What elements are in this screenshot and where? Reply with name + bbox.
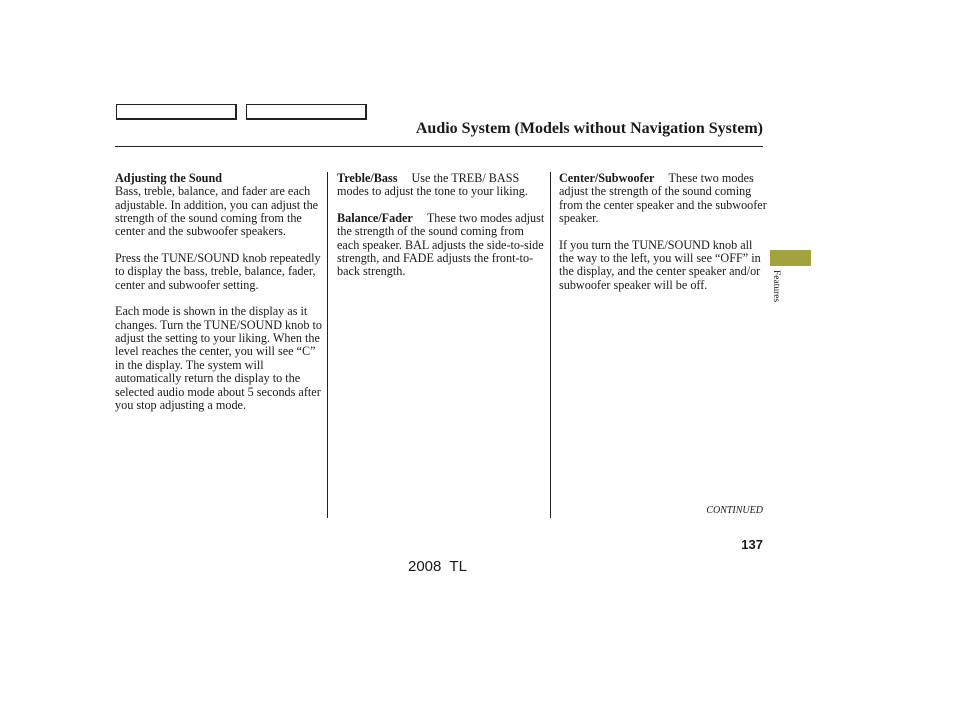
adjusting-sound-paragraph-3: Each mode is shown in the display as it changes. Turn the TUNE/SOUND knob to adjust the setting to your liking. When the level reaches the center, you will see “C” in the display. The system will automatically return the display to the selected audio mode about 5 seconds after you stop adjusting a mode. xyxy=(115,304,322,412)
header-tab-box-left xyxy=(116,104,237,120)
balance-fader-text: These two modes adjust the strength of the sound coming from each speaker. BAL adjusts the side-to-side strength, and FADE adjusts the front-to-back strength. xyxy=(337,211,545,279)
treble-bass-paragraph xyxy=(337,172,549,199)
adjusting-sound-paragraph-2: Press the TUNE/SOUND knob repeatedly to display the bass, treble, balance, fader, center and subwoofer setting. xyxy=(115,251,321,292)
off-setting-paragraph: If you turn the TUNE/SOUND knob all the way to the left, you will see “OFF” in the display, and the center speaker and/or subwoofer speaker will be off. xyxy=(559,237,761,292)
balance-fader-paragraph xyxy=(337,212,549,279)
column-divider-2 xyxy=(550,172,551,518)
adjusting-sound-heading: Adjusting the Sound xyxy=(115,171,223,185)
title-underline xyxy=(115,146,763,147)
center-subwoofer-text: These two modes adjust the strength of the sound coming from the center speaker and the subwoofer speaker. xyxy=(559,171,767,226)
column-center-subwoofer xyxy=(559,172,767,305)
center-subwoofer-paragraph xyxy=(559,172,767,225)
footer-model-year: 2008 TL xyxy=(408,558,467,575)
header-tab-box-right xyxy=(246,104,367,120)
section-side-label: Features xyxy=(771,270,781,303)
section-side-tab xyxy=(770,250,811,266)
treble-bass-text: Use the TREB/ BASS modes to adjust the tone to your liking. xyxy=(337,171,528,199)
center-subwoofer-term: Center/Subwoofer xyxy=(559,171,655,185)
continued-label: CONTINUED xyxy=(706,505,763,516)
column-adjusting-sound xyxy=(115,172,327,426)
treble-bass-term: Treble/Bass xyxy=(337,171,398,185)
page-number: 137 xyxy=(741,537,763,552)
adjusting-sound-paragraph-1: Bass, treble, balance, and fader are each adjustable. In addition, you can adjust the strength of the sound coming from the center and the subwoofer speakers. xyxy=(115,184,319,239)
balance-fader-term: Balance/Fader xyxy=(337,211,413,226)
page-title: Audio System (Models without Navigation System) xyxy=(415,120,763,137)
column-divider-1 xyxy=(327,172,328,518)
column-treble-balance xyxy=(337,172,549,292)
